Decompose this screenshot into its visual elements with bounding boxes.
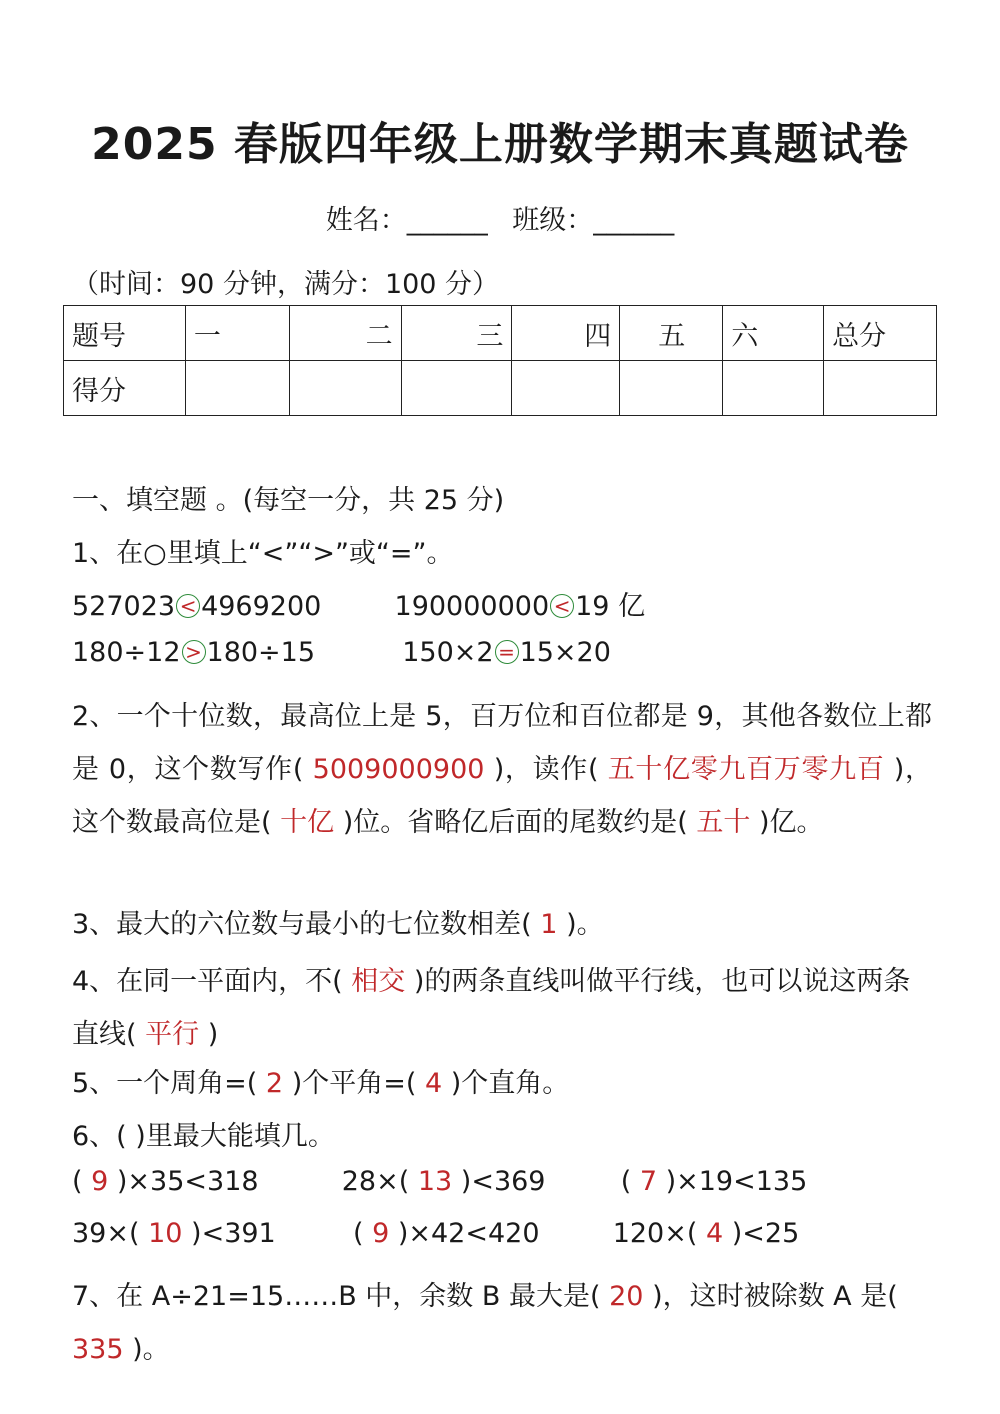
score-table-score-row	[64, 361, 937, 416]
q2-text: 2、一个十位数，最高位上是 5，百万位和百位都是 9，其他各数位上都是 0，这个数写作(	[72, 701, 932, 785]
q2-answer-approx: 五十	[687, 807, 759, 838]
time-info: （时间：90 分钟，满分：100 分）	[72, 269, 500, 300]
q6-item	[353, 1218, 540, 1249]
q6-pre: (	[352, 1218, 364, 1249]
q2-answer-number: 5009000900	[303, 754, 494, 785]
q6-post: )<25	[731, 1218, 800, 1249]
q1-item-right: 180÷15	[206, 637, 316, 668]
q1-row-1	[72, 584, 645, 623]
q1-item-left: 150×2	[402, 637, 494, 668]
score-cell[interactable]	[824, 361, 937, 416]
header-cell: 五	[620, 306, 723, 361]
header-cell: 四	[512, 306, 620, 361]
q6-post: )<391	[191, 1218, 276, 1249]
section1-heading: 一、填空题 。(每空一分，共 25 分)	[72, 485, 505, 516]
q6-pre: 120×(	[612, 1218, 698, 1249]
q2-paragraph	[72, 690, 932, 849]
student-info-line	[0, 198, 1000, 237]
q6-answer: 9	[363, 1218, 398, 1249]
q1-prompt: 1、在○里填上“<”“>”或“=”。	[72, 538, 454, 569]
q6-answer: 13	[409, 1166, 461, 1197]
score-cell[interactable]	[723, 361, 824, 416]
header-cell: 总分	[824, 306, 937, 361]
q1-item-right: 19 亿	[575, 591, 646, 622]
score-cell[interactable]	[512, 361, 620, 416]
q6-answer: 4	[697, 1218, 732, 1249]
q5-answer-1: 2	[257, 1068, 292, 1099]
q6-row-2	[72, 1218, 799, 1249]
q5-answer-2: 4	[416, 1068, 451, 1099]
q4-text: 4、在同一平面内，不(	[72, 966, 343, 997]
score-cell[interactable]	[289, 361, 401, 416]
header-cell: 一	[185, 306, 289, 361]
class-field[interactable]	[512, 205, 674, 236]
q1-item-right: 15×20	[519, 637, 611, 668]
q2-answer-top-place: 十亿	[271, 807, 343, 838]
q4-answer-1: 相交	[342, 966, 414, 997]
q6-item	[72, 1218, 276, 1249]
q6-post: )<369	[460, 1166, 546, 1197]
q5-text: 5、一个周角=(	[72, 1068, 258, 1099]
q4-text: )的两条直线叫做平行线，也可以说这两条直线(	[72, 966, 911, 1050]
header-cell: 六	[723, 306, 824, 361]
exam-title: 2025 春版四年级上册数学期末真题试卷	[91, 119, 909, 170]
header-cell: 题号	[64, 306, 186, 361]
score-cell[interactable]	[401, 361, 512, 416]
answer-circle-icon: =	[495, 640, 519, 664]
q6-item	[342, 1166, 546, 1197]
q1-item-left: 180÷12	[72, 637, 181, 668]
q6-answer: 9	[82, 1166, 117, 1197]
header-cell: 三	[401, 306, 512, 361]
q7-text: 7、在 A÷21=15……B 中，余数 B 最大是(	[72, 1281, 601, 1312]
q6-answer: 7	[631, 1166, 666, 1197]
q2-text: )，这个数最高位是(	[72, 754, 932, 838]
q6-item	[72, 1166, 259, 1197]
q5-text: )个直角。	[450, 1068, 570, 1099]
header-cell: 二	[289, 306, 401, 361]
q3-text: 3、最大的六位数与最小的七位数相差(	[72, 909, 532, 940]
score-cell[interactable]	[620, 361, 723, 416]
q6-pre: 28×(	[341, 1166, 410, 1197]
q2-text: )位。省略亿后面的尾数约是(	[342, 807, 688, 838]
q4-answer-2: 平行	[136, 1019, 208, 1050]
q3-line	[72, 902, 604, 941]
q6-post: )×35<318	[116, 1166, 259, 1197]
q6-pre: (	[72, 1166, 83, 1197]
q6-pre: 39×(	[72, 1218, 140, 1249]
q6-pre: (	[620, 1166, 632, 1197]
score-cell[interactable]	[185, 361, 289, 416]
q1-item-right: 4969200	[201, 591, 322, 622]
score-table	[63, 305, 937, 416]
q6-post: )×42<420	[397, 1218, 540, 1249]
q6-post: )×19<135	[665, 1166, 808, 1197]
q2-answer-reading: 五十亿零九百万零九百	[598, 754, 894, 785]
q6-row-1	[72, 1166, 807, 1197]
q6-item	[621, 1166, 808, 1197]
name-field[interactable]	[326, 205, 488, 236]
q4-text: )	[207, 1019, 219, 1050]
q3-text: )。	[566, 909, 604, 940]
q6-item	[613, 1218, 800, 1249]
q6-answer: 10	[139, 1218, 192, 1249]
q1-item-left: 527023	[72, 591, 176, 622]
q7-text: )。	[132, 1334, 170, 1365]
class-label: 班级：	[512, 205, 594, 236]
answer-circle-icon: >	[182, 640, 206, 664]
q2-text: )，读作(	[493, 754, 599, 785]
q7-paragraph	[72, 1270, 932, 1376]
name-label: 姓名：	[325, 205, 407, 236]
score-row-label: 得分	[64, 361, 186, 416]
class-blank: ______	[593, 205, 675, 236]
q7-text: )，这时被除数 A 是(	[652, 1281, 898, 1312]
q7-answer-2: 335	[72, 1334, 133, 1365]
q6-prompt: 6、( )里最大能填几。	[72, 1121, 335, 1152]
q3-answer: 1	[531, 909, 567, 940]
q4-paragraph	[72, 955, 932, 1061]
q7-answer-1: 20	[600, 1281, 653, 1312]
answer-circle-icon: <	[550, 594, 574, 618]
answer-circle-icon: <	[176, 594, 200, 618]
name-blank: ______	[406, 205, 488, 236]
score-table-header-row	[64, 306, 937, 361]
q1-row-2	[72, 637, 611, 668]
q2-text: )亿。	[758, 807, 824, 838]
q5-line	[72, 1061, 569, 1100]
q5-text: )个平角=(	[291, 1068, 417, 1099]
q1-item-left: 190000000	[394, 591, 550, 622]
